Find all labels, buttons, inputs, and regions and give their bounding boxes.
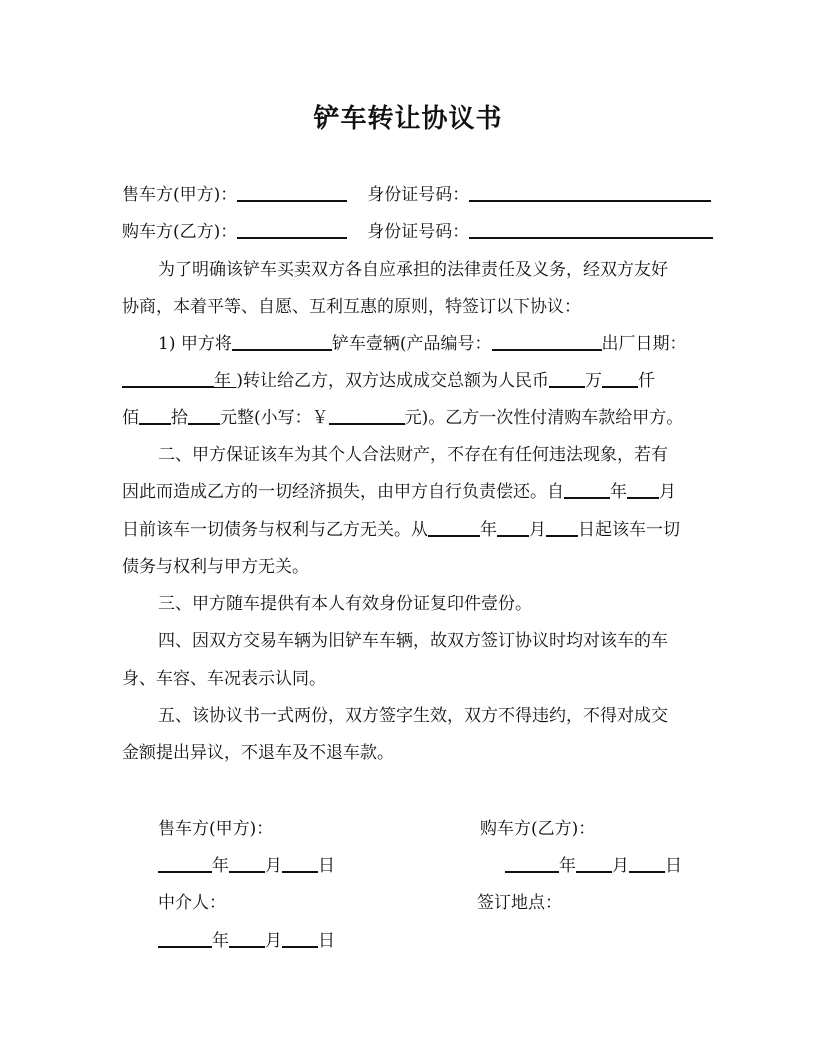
seller-label: 售车方(甲方)：	[122, 185, 238, 205]
month-label: 月	[659, 482, 676, 502]
clause1-text: 出厂日期：	[601, 334, 687, 354]
amount-shi-blank[interactable]	[188, 407, 220, 425]
year-label: 年	[559, 856, 576, 876]
clause4-line-2: 身、车容、车况表示认同。	[122, 669, 326, 689]
clause2-text: 因此而造成乙方的一切经济损失，由甲方自行负责偿还。自	[122, 482, 564, 502]
year-label: 年	[214, 371, 237, 391]
intermediary-date	[158, 930, 335, 952]
clause1-line-1	[158, 333, 687, 355]
day-label: 日	[665, 856, 682, 876]
product-number-blank[interactable]	[492, 333, 602, 351]
intro-line-1: 为了明确该铲车买卖双方各自应承担的法律责任及义务，经双方友好	[158, 260, 668, 280]
day-label: 日	[122, 520, 139, 540]
manufacture-year-blank[interactable]	[122, 370, 214, 388]
seller-signature-label: 售车方(甲方)：	[158, 819, 274, 839]
amount-qian-blank[interactable]	[602, 370, 638, 388]
buyer-row	[122, 221, 713, 243]
buyer-label: 购车方(乙方)：	[122, 222, 238, 242]
qian-label: 仟	[638, 371, 656, 391]
day-label: 日	[318, 931, 335, 951]
month-label: 月	[612, 856, 629, 876]
clause1-text: )转让给乙方，双方达成成交总额为人民币	[236, 371, 550, 391]
year-label: 年	[212, 856, 229, 876]
clause1-text: 元整(小写：￥	[220, 408, 329, 428]
amount-bai-blank[interactable]	[139, 407, 171, 425]
seller-name-blank[interactable]	[237, 184, 347, 202]
bai-label: 佰	[122, 408, 139, 428]
clause4-line-1: 四、因双方交易车辆为旧铲车车辆，故双方签订协议时均对该车的车	[158, 631, 668, 651]
wan-label: 万	[585, 371, 603, 391]
clause1-text: 1) 甲方将	[158, 334, 232, 354]
seller-day-blank[interactable]	[282, 855, 318, 873]
model-blank[interactable]	[232, 333, 332, 351]
intro-line-2: 协商，本着平等、自愿、互利互惠的原则，特签订以下协议：	[122, 297, 581, 317]
month-label: 月	[265, 856, 282, 876]
from-year-blank[interactable]	[428, 519, 480, 537]
buyer-id-blank[interactable]	[469, 221, 713, 239]
seller-id-blank[interactable]	[469, 184, 711, 202]
intermediary-year-blank[interactable]	[158, 930, 212, 948]
clause2-line-2	[122, 481, 676, 503]
amount-wan-blank[interactable]	[549, 370, 585, 388]
clause2-line-3	[122, 519, 680, 541]
clause1-text: 元)。乙方一次性付清购车款给甲方。	[404, 408, 684, 428]
clause2-text: 起该车一切	[595, 520, 680, 540]
seller-date	[158, 855, 335, 877]
intermediary-day-blank[interactable]	[282, 930, 318, 948]
amount-number-blank[interactable]	[329, 407, 405, 425]
buyer-year-blank[interactable]	[505, 855, 559, 873]
clause5-line-1: 五、该协议书一式两份，双方签字生效，双方不得违约，不得对成交	[158, 706, 668, 726]
clause2-line-1: 二、甲方保证该车为其个人合法财产，不存在有任何违法现象，若有	[158, 445, 668, 465]
clause1-line-2	[122, 370, 655, 392]
seller-year-blank[interactable]	[158, 855, 212, 873]
seller-row	[122, 184, 711, 206]
month-label: 月	[529, 520, 546, 540]
clause1-line-3	[122, 407, 683, 429]
from-day-blank[interactable]	[546, 519, 578, 537]
shi-label: 拾	[171, 408, 188, 428]
buyer-day-blank[interactable]	[629, 855, 665, 873]
day-label: 日	[318, 856, 335, 876]
seller-id-label: 身份证号码：	[367, 185, 470, 205]
intermediary-label: 中介人：	[158, 893, 226, 913]
clause2-text: 前该车一切债务与权利与乙方无关。从	[139, 520, 428, 540]
buyer-id-label: 身份证号码：	[367, 222, 470, 242]
buyer-name-blank[interactable]	[237, 221, 347, 239]
before-month-blank[interactable]	[627, 481, 659, 499]
clause5-line-2: 金额提出异议，不退车及不退车款。	[122, 743, 394, 763]
buyer-signature-label: 购车方(乙方)：	[480, 819, 596, 839]
document-title: 铲车转让协议书	[313, 104, 503, 134]
clause1-text: 铲车壹辆(产品编号：	[331, 334, 492, 354]
clause3: 三、甲方随车提供有本人有效身份证复印件壹份。	[158, 594, 532, 614]
seller-month-blank[interactable]	[229, 855, 265, 873]
year-label: 年	[480, 520, 497, 540]
signing-place-label: 签订地点：	[477, 893, 562, 913]
month-label: 月	[265, 931, 282, 951]
before-year-blank[interactable]	[564, 481, 610, 499]
year-label: 年	[610, 482, 627, 502]
clause2-line-4: 债务与权利与甲方无关。	[122, 557, 309, 577]
day-label: 日	[578, 520, 595, 540]
buyer-date	[505, 855, 682, 877]
buyer-month-blank[interactable]	[576, 855, 612, 873]
year-label: 年	[212, 931, 229, 951]
from-month-blank[interactable]	[497, 519, 529, 537]
intermediary-month-blank[interactable]	[229, 930, 265, 948]
